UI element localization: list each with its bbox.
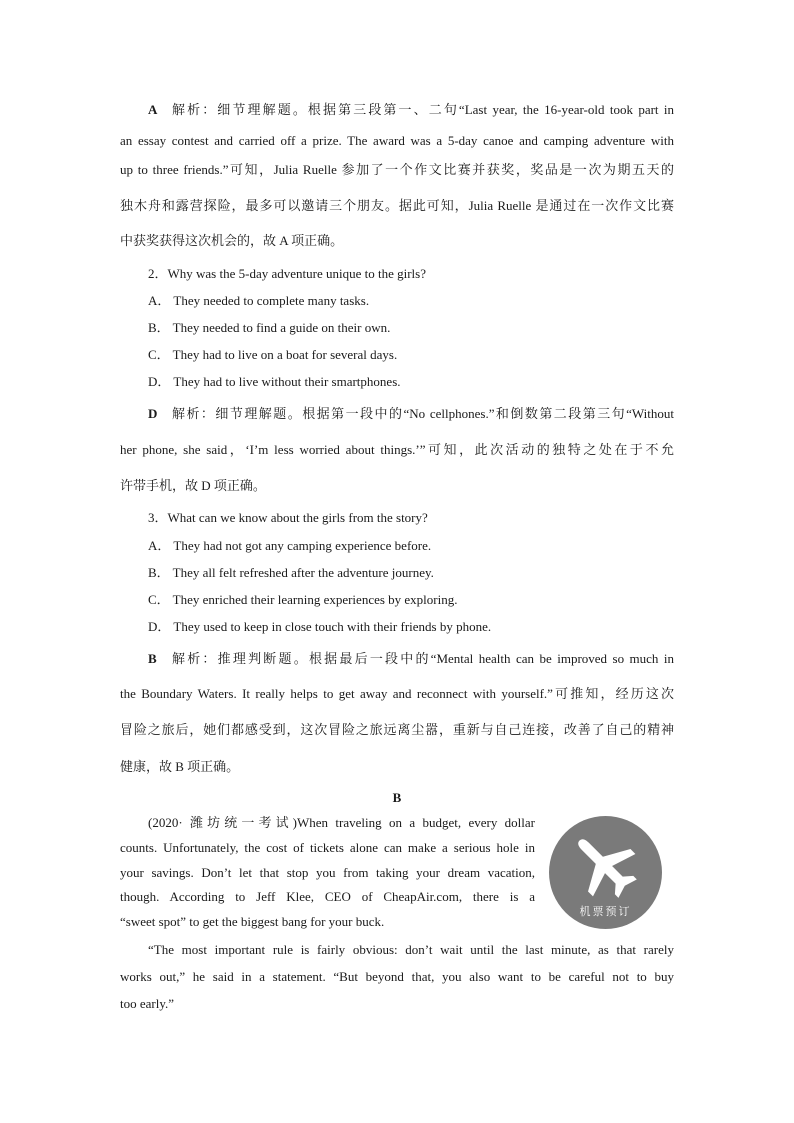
passage-b-line-5: “sweet spot” to get the biggest bang for your buck. [120,914,385,929]
explanation-2-line-3: 许带手机，故 D 项正确。 [120,478,266,493]
passage-b-para2-line-2: works out,” he said in a statement. “But beyond that, you also want to be careful not to buy [120,969,674,984]
explanation-3-line-3: 冒险之旅后，她们都感受到，这次冒险之旅远离尘嚣，重新与自己连接，改善了自己的精神 [120,722,674,737]
answer-letter-3: B [148,651,157,666]
question-3-stem: 3．What can we know about the girls from the story? [148,510,428,525]
flight-booking-seal [549,816,662,929]
question-3-option-a: A． They had not got any camping experience before. [148,538,432,553]
question-2-option-d: D． They had to live without their smartphones. [148,374,401,389]
explanation-3-line-1: 解析：推理判断题。根据最后一段中的“Mental health can be improved so much in [172,651,674,666]
explanation-1-line-5: 中获奖获得这次机会的，故 A 项正确。 [120,233,344,248]
question-3-option-d: D． They used to keep in close touch with their friends by phone. [148,619,492,634]
section-b-heading: B [392,790,402,805]
question-3-option-c: C． They enriched their learning experiences by exploring. [148,592,458,607]
question-3-option-b: B． They all felt refreshed after the adventure journey. [148,565,434,580]
explanation-1-line-1: 解析：细节理解题。根据第三段第一、二句“Last year, the 16-year-old took part in [172,102,674,117]
explanation-2-line-2: her phone, she said，‘I’m less worried about things.’”可知，此次活动的独特之处在于不允 [120,442,674,457]
explanation-1-line-4: 独木舟和露营探险，最多可以邀请三个朋友。据此可知，Julia Ruelle 是通过在一次作文比赛 [120,198,674,213]
passage-b-line-3: your savings. Don’t let that stop you from taking your dream vacation, [120,865,535,880]
question-2-option-b: B． They needed to find a guide on their own. [148,320,391,335]
passage-b-line-2: counts. Unfortunately, the cost of tickets alone can make a serious hole in [120,840,535,855]
answer-letter-2: D [148,406,158,421]
explanation-2-line-1: 解析：细节理解题。根据第一段中的“No cellphones.”和倒数第二段第三句“Without [172,406,674,421]
explanation-1-line-3: up to three friends.”可知，Julia Ruelle 参加了一个作文比赛并获奖，奖品是一次为期五天的 [120,162,674,177]
passage-b-para2-line-1: “The most important rule is fairly obvious: don’t wait until the last minute, as that rarely [148,942,674,957]
explanation-1-line-2: an essay contest and carried off a prize. The award was a 5-day canoe and camping adventure with [120,133,674,148]
passage-b-line-1: (2020· 潍坊统一考试)When traveling on a budget, every dollar [148,815,535,830]
question-2-option-c: C． They had to live on a boat for several days. [148,347,398,362]
passage-b-line-4: though. According to Jeff Klee, CEO of CheapAir.com, there is a [120,889,535,904]
answer-letter-1: A [148,102,158,117]
question-2-stem: 2．Why was the 5-day adventure unique to the girls? [148,266,426,281]
passage-b-para2-line-3: too early.” [120,996,175,1011]
question-2-option-a: A． They needed to complete many tasks. [148,293,370,308]
seal-label: 机票预订 [579,905,632,918]
explanation-3-line-4: 健康，故 B 项正确。 [120,759,240,774]
explanation-3-line-2: the Boundary Waters. It really helps to get away and reconnect with yourself.”可推知，经历这次 [120,686,674,701]
